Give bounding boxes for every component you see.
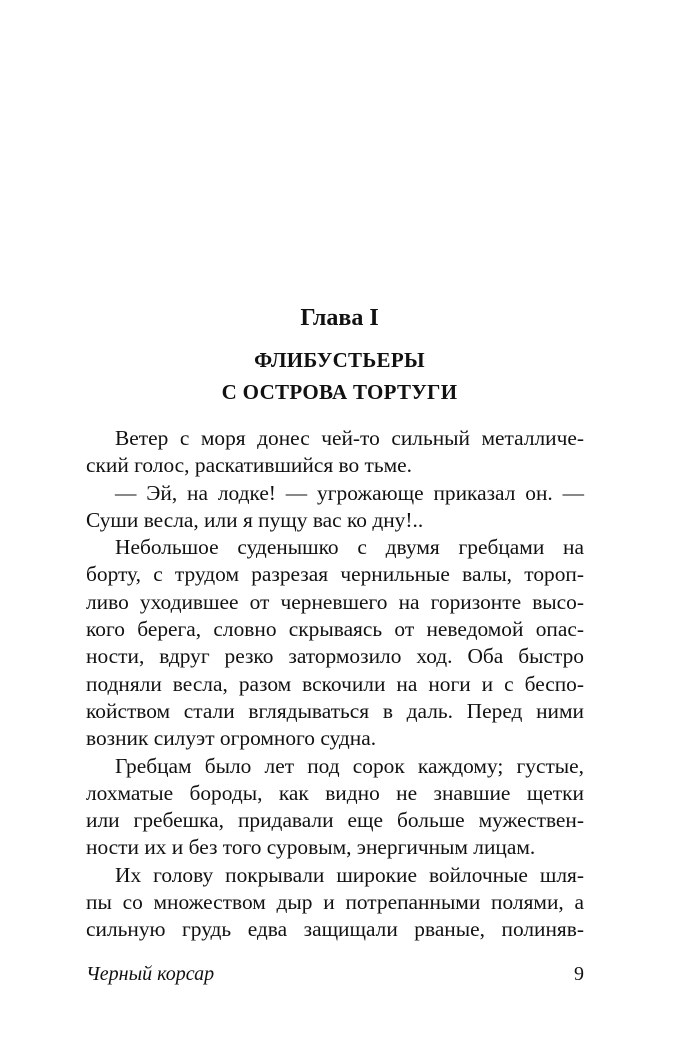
- chapter-title-line: С ОСТРОВА ТОРТУГИ: [221, 380, 458, 404]
- page-number: 9: [574, 963, 584, 985]
- chapter-title: [0, 344, 679, 408]
- text-line: Ветер с моря донес чей-то сильный металличе-: [115, 426, 584, 450]
- chapter-label: Глава I: [300, 305, 379, 331]
- text-line: Небольшое суденышко с двумя гребцами на: [115, 535, 584, 560]
- text-line: Их голову покрывали широкие войлочные шля-: [115, 862, 584, 887]
- chapter-heading: [0, 304, 679, 408]
- text-line: лохматые бороды, как видно не знавшие щетки: [86, 780, 584, 805]
- body-text: [86, 425, 584, 944]
- text-line: Гребцам было лет под сорок каждому; густые,: [115, 753, 584, 778]
- text-line: койством стали вглядываться в даль. Перед ними: [86, 698, 584, 723]
- text-line: кого берега, словно скрываясь от неведомой опас-: [86, 617, 584, 642]
- text-line: ский голос, раскатившийся во тьме.: [86, 453, 412, 478]
- text-line: подняли весла, разом вскочили на ноги и с беспо-: [86, 671, 584, 696]
- text-line: ности их и без того суровым, энергичным лицам.: [86, 835, 536, 860]
- text-line: пы со множеством дыр и потрепанными полями, а: [86, 890, 584, 915]
- running-title: Черный корсар: [86, 963, 215, 985]
- text-line: — Эй, на лодке! — угрожающе приказал он. —: [115, 480, 584, 505]
- text-line: ности, вдруг резко затормозило ход. Оба быстро: [86, 644, 584, 669]
- text-line: борту, с трудом разрезая чернильные валы, тороп-: [86, 562, 584, 587]
- text-line: или гребешка, придавали еще больше мужествен-: [86, 808, 584, 833]
- text-line: Суши весла, или я пущу вас ко дну!..: [86, 507, 424, 532]
- chapter-title-line: ФЛИБУСТЬЕРЫ: [254, 348, 425, 372]
- text-line: ливо уходившее от черневшего на горизонте высо-: [86, 589, 584, 614]
- text-line: сильную грудь едва защищали рваные, полиняв-: [86, 917, 584, 942]
- text-line: возник силуэт огромного судна.: [86, 726, 377, 751]
